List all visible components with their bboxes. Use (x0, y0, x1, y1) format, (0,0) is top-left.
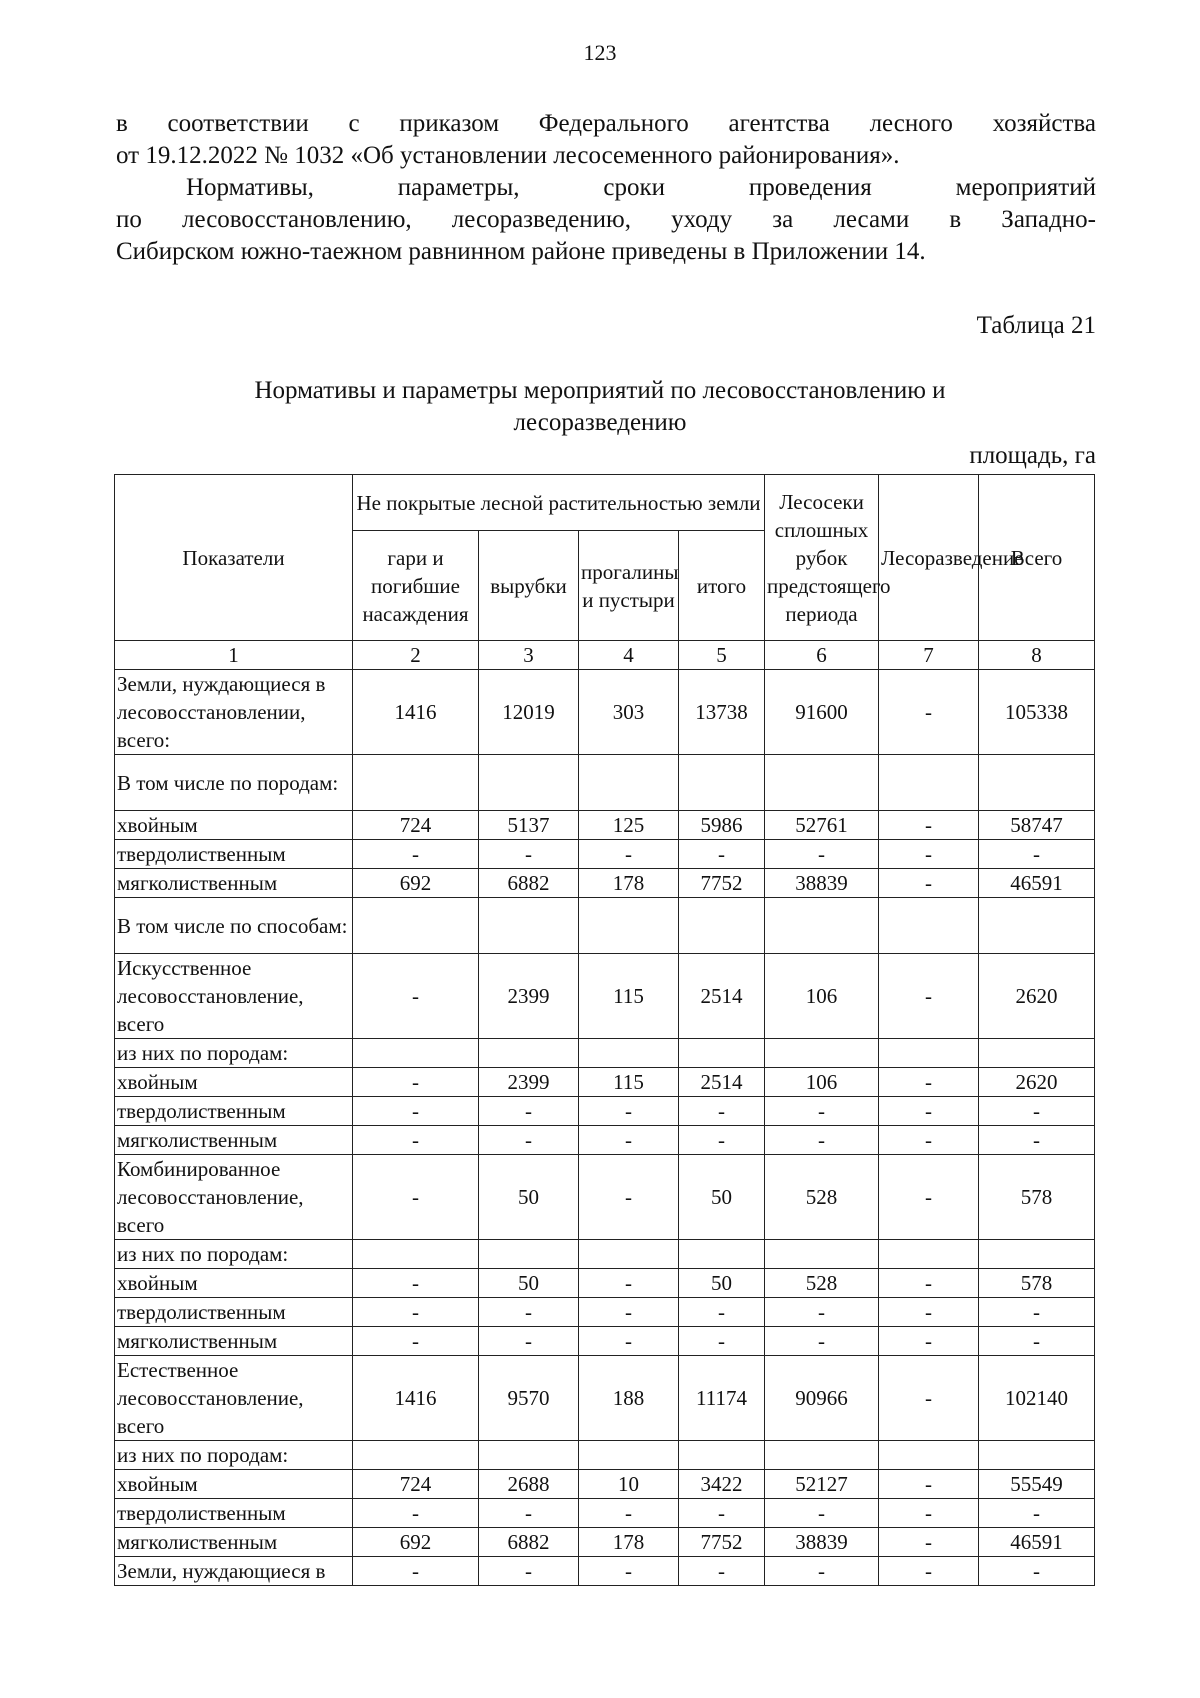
table-cell: 2620 (979, 1068, 1095, 1097)
table-cell: 38839 (765, 1528, 879, 1557)
table-cell: - (579, 840, 679, 869)
table-cell: - (679, 1097, 765, 1126)
table-row (115, 755, 1095, 811)
table-cell: 115 (579, 1068, 679, 1097)
table-cell: 1416 (353, 1356, 479, 1441)
table-cell: - (479, 1499, 579, 1528)
table-cell: 52761 (765, 811, 879, 840)
table-cell: - (979, 1126, 1095, 1155)
table-cell: 1416 (353, 670, 479, 755)
table-cell: - (353, 1327, 479, 1356)
row-label: твердолиственным (115, 840, 353, 869)
table-row (115, 1470, 1095, 1499)
table-cell: - (579, 1155, 679, 1240)
table-cell: 9570 (479, 1356, 579, 1441)
table-cell (879, 755, 979, 811)
row-label: твердолиственным (115, 1298, 353, 1327)
table-cell: 115 (579, 954, 679, 1039)
table-cell: 2514 (679, 1068, 765, 1097)
table-cell: 50 (679, 1269, 765, 1298)
table-cell: 724 (353, 1470, 479, 1499)
table-cell (879, 898, 979, 954)
row-label: В том числе по способам: (115, 898, 353, 954)
table-cell: - (879, 670, 979, 755)
row-label: Искусственное лесовосстановление, всего (115, 954, 353, 1039)
table-cell: 46591 (979, 869, 1095, 898)
table-cell: - (479, 1298, 579, 1327)
normatives-paragraph (116, 172, 1096, 268)
table-cell: - (765, 1499, 879, 1528)
row-label: Комбинированное лесовосстановление, всего (115, 1155, 353, 1240)
table-cell: - (353, 1097, 479, 1126)
units-label: площадь, га (969, 442, 1096, 469)
column-number: 5 (679, 641, 765, 670)
column-number: 7 (879, 641, 979, 670)
table-cell: - (979, 1557, 1095, 1586)
table-cell: - (579, 1126, 679, 1155)
table-cell (979, 1039, 1095, 1068)
table-cell: - (353, 1126, 479, 1155)
table-cell: 12019 (479, 670, 579, 755)
table-cell (679, 1039, 765, 1068)
reforestation-table (114, 474, 1095, 1586)
table-cell: - (579, 1298, 679, 1327)
table-cell: - (879, 840, 979, 869)
table-cell: - (679, 840, 765, 869)
table-cell: 178 (579, 869, 679, 898)
row-label: хвойным (115, 1269, 353, 1298)
table-cell (353, 1441, 479, 1470)
table-cell: - (765, 1557, 879, 1586)
table-cell: 178 (579, 1528, 679, 1557)
table-cell: 188 (579, 1356, 679, 1441)
table-row (115, 1240, 1095, 1269)
table-row (115, 1039, 1095, 1068)
paragraph-line: Нормативы, параметры, сроки проведения мероприятий (186, 174, 1096, 201)
table-row (115, 1557, 1095, 1586)
header-clearcuts: Лесосеки сплошных рубок предстоящего периода (765, 475, 879, 641)
table-row (115, 898, 1095, 954)
table-cell: - (579, 1327, 679, 1356)
table-cell: - (479, 1097, 579, 1126)
table-cell (353, 755, 479, 811)
table-row (115, 869, 1095, 898)
table-cell (765, 755, 879, 811)
table-cell: - (353, 1068, 479, 1097)
table-cell (353, 898, 479, 954)
table-cell: 10 (579, 1470, 679, 1499)
table-cell: - (765, 1298, 879, 1327)
table-row (115, 1528, 1095, 1557)
table-cell (979, 898, 1095, 954)
row-label: твердолиственным (115, 1097, 353, 1126)
column-number: 2 (353, 641, 479, 670)
table-cell: 2514 (679, 954, 765, 1039)
table-cell: 692 (353, 869, 479, 898)
row-label: мягколиственным (115, 1327, 353, 1356)
table-cell: - (579, 1097, 679, 1126)
table-cell: 106 (765, 954, 879, 1039)
table-cell: - (979, 1327, 1095, 1356)
table-cell: 7752 (679, 1528, 765, 1557)
table-cell (679, 1441, 765, 1470)
table-cell: 2620 (979, 954, 1095, 1039)
table-cell: 102140 (979, 1356, 1095, 1441)
table-cell: 7752 (679, 869, 765, 898)
row-label: из них по породам: (115, 1039, 353, 1068)
header-indicators: Показатели (115, 475, 353, 641)
table-cell: - (879, 1470, 979, 1499)
table-cell: 724 (353, 811, 479, 840)
table-title (200, 375, 1000, 439)
table-cell: - (879, 1126, 979, 1155)
table-cell: - (879, 1068, 979, 1097)
table-cell: 2399 (479, 954, 579, 1039)
table-cell (765, 1441, 879, 1470)
intro-line: от 19.12.2022 № 1032 «Об установлении лесосеменного районирования». (116, 142, 900, 169)
table-cell: - (579, 1269, 679, 1298)
row-label: Земли, нуждающиеся в (115, 1557, 353, 1586)
table-cell (579, 1039, 679, 1068)
table-cell: - (353, 1298, 479, 1327)
table-cell: - (879, 1499, 979, 1528)
table-cell: 528 (765, 1155, 879, 1240)
table-cell: 578 (979, 1269, 1095, 1298)
table-cell (979, 755, 1095, 811)
table-cell: 578 (979, 1155, 1095, 1240)
table-cell: 3422 (679, 1470, 765, 1499)
table-cell (353, 1039, 479, 1068)
table-row (115, 1068, 1095, 1097)
table-cell: - (879, 1269, 979, 1298)
table-cell: - (979, 1499, 1095, 1528)
table-cell: - (879, 1528, 979, 1557)
table-cell (353, 1240, 479, 1269)
header-afforestation: Лесоразведение (879, 475, 979, 641)
table-cell: - (879, 1155, 979, 1240)
table-cell: 528 (765, 1269, 879, 1298)
column-number: 1 (115, 641, 353, 670)
intro-paragraph (116, 108, 1096, 172)
row-label: мягколиственным (115, 869, 353, 898)
table-cell (579, 1441, 679, 1470)
table-number-label: Таблица 21 (976, 312, 1096, 339)
table-cell: - (353, 1155, 479, 1240)
table-cell: 91600 (765, 670, 879, 755)
table-row (115, 1356, 1095, 1441)
row-label: Естественное лесовосстановление, всего (115, 1356, 353, 1441)
table-cell (765, 1240, 879, 1269)
table-cell: - (479, 840, 579, 869)
table-cell: - (879, 811, 979, 840)
table-cell: - (679, 1298, 765, 1327)
table-cell (679, 1240, 765, 1269)
table-cell: 2688 (479, 1470, 579, 1499)
table-cell: 303 (579, 670, 679, 755)
table-cell: - (353, 840, 479, 869)
row-label: хвойным (115, 1068, 353, 1097)
table-cell: 50 (479, 1155, 579, 1240)
table-row (115, 840, 1095, 869)
table-cell (479, 1039, 579, 1068)
table-row (115, 1155, 1095, 1240)
table-cell: 105338 (979, 670, 1095, 755)
table-cell: 52127 (765, 1470, 879, 1499)
table-row (115, 1269, 1095, 1298)
table-cell: 11174 (679, 1356, 765, 1441)
paragraph-line: Сибирском южно-таежном равнинном районе приведены в Приложении 14. (116, 238, 926, 265)
table-cell (679, 898, 765, 954)
row-label: хвойным (115, 1470, 353, 1499)
table-cell (679, 755, 765, 811)
table-cell: - (979, 1298, 1095, 1327)
table-cell (979, 1441, 1095, 1470)
table-cell: - (879, 869, 979, 898)
table-cell: 5137 (479, 811, 579, 840)
table-cell: - (879, 954, 979, 1039)
row-label: твердолиственным (115, 1499, 353, 1528)
table-title-line: лесоразведению (513, 409, 687, 436)
column-number: 8 (979, 641, 1095, 670)
header-glades: прогалины и пустыри (579, 531, 679, 641)
table-cell (479, 1441, 579, 1470)
column-number-row (115, 641, 1095, 670)
table-cell: 90966 (765, 1356, 879, 1441)
table-cell: - (879, 1356, 979, 1441)
table-cell (579, 1240, 679, 1269)
column-number: 4 (579, 641, 679, 670)
column-number: 3 (479, 641, 579, 670)
table-cell (579, 898, 679, 954)
table-cell: 5986 (679, 811, 765, 840)
table-cell (479, 755, 579, 811)
table-cell: - (765, 840, 879, 869)
row-label: мягколиственным (115, 1126, 353, 1155)
table-cell (879, 1240, 979, 1269)
table-cell: 50 (479, 1269, 579, 1298)
row-label: Земли, нуждающиеся в лесовосстановлении, всего: (115, 670, 353, 755)
table-cell (879, 1039, 979, 1068)
table-cell: 13738 (679, 670, 765, 755)
table-row (115, 1126, 1095, 1155)
table-cell: - (353, 954, 479, 1039)
table-cell: - (353, 1557, 479, 1586)
header-cuttings: вырубки (479, 531, 579, 641)
table-row (115, 670, 1095, 755)
table-cell: - (679, 1557, 765, 1586)
table-cell: 692 (353, 1528, 479, 1557)
paragraph-line: по лесовосстановлению, лесоразведению, уходу за лесами в Западно- (116, 206, 1096, 233)
table-cell: 6882 (479, 869, 579, 898)
intro-line: в соответствии с приказом Федерального агентства лесного хозяйства (116, 110, 1096, 137)
table-cell (479, 898, 579, 954)
table-cell: - (479, 1126, 579, 1155)
table-cell: - (353, 1499, 479, 1528)
row-label: из них по породам: (115, 1441, 353, 1470)
table-cell: - (979, 1097, 1095, 1126)
table-cell: 38839 (765, 869, 879, 898)
table-cell: 58747 (979, 811, 1095, 840)
table-body (115, 670, 1095, 1586)
table-cell: - (679, 1327, 765, 1356)
table-cell (765, 898, 879, 954)
table-cell: - (679, 1499, 765, 1528)
table-cell: - (765, 1097, 879, 1126)
table-title-line: Нормативы и параметры мероприятий по лесовосстановлению и (254, 377, 946, 404)
table-row (115, 1327, 1095, 1356)
table-cell: 50 (679, 1155, 765, 1240)
table-cell: - (879, 1097, 979, 1126)
table-row (115, 1298, 1095, 1327)
header-total: Всего (979, 475, 1095, 641)
page-number: 123 (583, 40, 617, 65)
table-cell: - (479, 1557, 579, 1586)
table-cell: - (879, 1298, 979, 1327)
table-cell: - (353, 1269, 479, 1298)
table-cell: 55549 (979, 1470, 1095, 1499)
table-row (115, 954, 1095, 1039)
table-cell (879, 1441, 979, 1470)
table-cell: 46591 (979, 1528, 1095, 1557)
table-cell: - (979, 840, 1095, 869)
table-cell: - (879, 1557, 979, 1586)
table-cell: - (579, 1499, 679, 1528)
table-cell: - (479, 1327, 579, 1356)
table-cell: - (679, 1126, 765, 1155)
table-row (115, 1441, 1095, 1470)
table-cell: - (765, 1126, 879, 1155)
header-burns: гари и погибшие насаждения (353, 531, 479, 641)
row-label: В том числе по породам: (115, 755, 353, 811)
table-cell: 106 (765, 1068, 879, 1097)
table-row (115, 1097, 1095, 1126)
row-label: из них по породам: (115, 1240, 353, 1269)
table-cell: 125 (579, 811, 679, 840)
table-row (115, 811, 1095, 840)
table-cell: 6882 (479, 1528, 579, 1557)
table-cell: - (579, 1557, 679, 1586)
row-label: мягколиственным (115, 1528, 353, 1557)
table-cell: - (879, 1327, 979, 1356)
table-cell: - (765, 1327, 879, 1356)
table-cell (979, 1240, 1095, 1269)
row-label: хвойным (115, 811, 353, 840)
table-cell: 2399 (479, 1068, 579, 1097)
table-row (115, 1499, 1095, 1528)
header-subtotal: итого (679, 531, 765, 641)
column-number: 6 (765, 641, 879, 670)
table-cell (479, 1240, 579, 1269)
table-cell (765, 1039, 879, 1068)
table-cell (579, 755, 679, 811)
header-uncovered-lands: Не покрытые лесной растительностью земли (353, 475, 765, 531)
